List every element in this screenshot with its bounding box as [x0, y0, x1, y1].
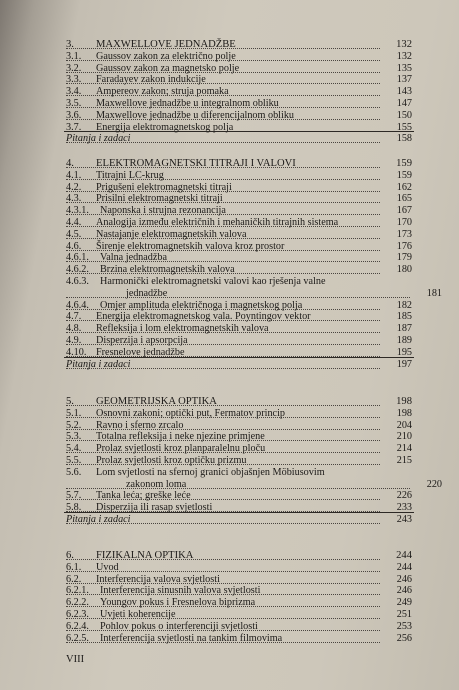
entry-title: Lom svjetlosti na sfernoj granici objašnjen Möbiusovim: [96, 466, 325, 478]
entry-title: Ampereov zakon; struja pomaka: [96, 86, 229, 98]
entry-title: ELEKTROMAGNETSKI TITRAJI I VALOVI: [96, 158, 296, 169]
entry-title: Nastajanje elektromagnetskih valova: [96, 228, 247, 240]
toc-entry: [66, 513, 412, 527]
entry-number: 4.5.: [66, 228, 82, 240]
entry-number: 5.4.: [66, 443, 82, 455]
entry-number: 4.9.: [66, 335, 82, 346]
entry-number: 5.6.: [66, 466, 82, 478]
entry-title: Naponska i strujna rezonancija: [100, 205, 226, 217]
entry-number: 4.6.3.: [66, 276, 89, 287]
entry-title: Prisilni elektromagnetski titraji: [96, 193, 223, 205]
entry-title: Širenje elektromagnetskih valova kroz prostor: [96, 240, 285, 252]
page-number: 214: [396, 443, 412, 455]
entry-number: 5.5.: [66, 455, 82, 466]
entry-title: GEOMETRIJSKA OPTIKA: [96, 396, 217, 407]
entry-title: Fresnelove jednadžbe: [96, 346, 185, 358]
page-number: 198: [396, 396, 412, 407]
entry-title: Gaussov zakon za električno polje: [96, 50, 236, 62]
page-number: 195: [396, 346, 412, 358]
page-number: 210: [396, 431, 412, 443]
entry-title: Youngov pokus i Fresnelova biprizma: [100, 597, 256, 609]
entry-number: 4.6.: [66, 240, 82, 252]
entry-title: Energija elektromagnetskog polja: [96, 121, 234, 133]
page-number: 246: [396, 573, 412, 585]
page-number: 256: [396, 632, 412, 644]
entry-title: Refleksija i lom elektromagnetskih valova: [96, 323, 269, 335]
entry-number: 3.1.: [66, 50, 82, 62]
page-number: 158: [396, 133, 412, 145]
entry-title: Osnovni zakoni; optički put, Fermatov princip: [96, 407, 286, 419]
toc-entry: [66, 132, 412, 146]
page-number: 173: [396, 228, 412, 240]
entry-title: Prigušeni elektromagnetski titraji: [96, 181, 232, 193]
entry-title: Uvod: [96, 561, 119, 573]
page-number: 132: [396, 39, 412, 50]
entry-number: 4.10.: [66, 346, 87, 358]
page-number: 220: [426, 478, 442, 490]
entry-number: 5.: [66, 396, 74, 407]
entry-number: 5.3.: [66, 431, 82, 443]
entry-title: Valna jednadžba: [100, 252, 168, 264]
entry-title: Prolaz svjetlosti kroz planparalelnu ploču: [96, 443, 266, 455]
entry-title: Titrajni LC-krug: [96, 169, 164, 181]
page-number: 176: [396, 240, 412, 252]
entry-number: 6.1.: [66, 561, 82, 573]
page-number: 215: [396, 455, 412, 466]
page-number: 197: [396, 358, 412, 370]
entry-number: 6.2.5.: [66, 632, 89, 644]
page-folio: VIII: [66, 654, 85, 665]
page-number: 181: [426, 287, 442, 299]
page-number: 179: [396, 252, 412, 264]
entry-title: FIZIKALNA OPTIKA: [96, 550, 194, 561]
entry-title: Interferencija sinusnih valova svjetlosti: [100, 585, 261, 597]
entry-title: Pitanja i zadaci: [66, 514, 131, 525]
entry-number: 4.7.: [66, 311, 82, 323]
page-number: 243: [396, 514, 412, 525]
entry-title: Pohlov pokus o interferenciji svjetlosti: [100, 620, 258, 632]
entry-number: 4.6.4.: [66, 299, 89, 311]
entry-number: 6.2.2.: [66, 597, 89, 609]
entry-number: 3.5.: [66, 98, 82, 109]
page-number: 159: [396, 158, 412, 169]
page-number: 137: [396, 74, 412, 86]
entry-title: Pitanja i zadaci: [66, 358, 131, 370]
entry-title: Omjer amplituda električnoga i magnetskog polja: [100, 299, 303, 311]
page-number: 204: [396, 419, 412, 431]
page-number: 253: [396, 620, 412, 632]
entry-title: Interferencija svjetlosti na tankim filmovima: [100, 632, 283, 644]
entry-number: 6.2.3.: [66, 609, 89, 620]
page-number: 165: [396, 193, 412, 205]
entry-title: Maxwellove jednadžbe u diferencijalnom obliku: [96, 109, 295, 121]
page-number: 246: [396, 585, 412, 597]
page-number: 198: [396, 407, 412, 419]
entry-number: 3.7.: [66, 121, 82, 133]
page-number: 143: [396, 86, 412, 98]
section-rule: [64, 357, 414, 358]
page-number: 162: [396, 181, 412, 193]
page-number: 185: [396, 311, 412, 323]
entry-title: Brzina elektromagnetskih valova: [100, 264, 235, 276]
page-number: 182: [396, 299, 412, 311]
entry-number: 4.4.: [66, 217, 82, 228]
entry-number: 6.2.1.: [66, 585, 89, 597]
entry-number: 6.: [66, 550, 74, 561]
page-number: 167: [396, 205, 412, 217]
page-number: 251: [396, 609, 412, 620]
page-number: 170: [396, 217, 412, 228]
entry-title: Analogija između električnih i mehaničkih titrajnih sistema: [96, 217, 339, 228]
entry-number: 3.3.: [66, 74, 82, 86]
page-number: 187: [396, 323, 412, 335]
entry-number: 3.6.: [66, 109, 82, 121]
entry-number: 4.3.1.: [66, 205, 89, 217]
entry-title: Interferencija valova svjetlosti: [96, 573, 220, 585]
entry-number: 5.7.: [66, 490, 82, 502]
page-number: 249: [396, 597, 412, 609]
toc-entry: [66, 358, 412, 372]
entry-title: Energija elektromagnetskog vala. Poyntingov vektor: [96, 311, 311, 323]
entry-title: zakonom loma: [126, 478, 187, 490]
entry-number: 5.8.: [66, 502, 82, 514]
entry-number: 4.8.: [66, 323, 82, 335]
toc-entry: [66, 632, 412, 646]
entry-number: 4.6.2.: [66, 264, 89, 276]
entry-title: Pitanja i zadaci: [66, 133, 131, 145]
section-rule: [64, 131, 414, 132]
page-number: 132: [396, 50, 412, 62]
entry-number: 3.2.: [66, 62, 82, 74]
page-number: 150: [396, 109, 412, 121]
page-number: 155: [396, 121, 412, 133]
page-number: 233: [396, 502, 412, 514]
entry-number: 6.2.: [66, 573, 82, 585]
entry-number: 4.1.: [66, 169, 82, 181]
entry-number: 4.2.: [66, 181, 82, 193]
entry-title: Totalna refleksija i neke njezine primjene: [96, 431, 265, 443]
page-number: 244: [396, 550, 412, 561]
entry-title: Uvjeti koherencije: [100, 609, 176, 620]
entry-title: Gaussov zakon za magnetsko polje: [96, 62, 240, 74]
page-number: 226: [396, 490, 412, 502]
entry-title: jednadžbe: [126, 287, 168, 299]
entry-number: 3.4.: [66, 86, 82, 98]
entry-title: Disperzija ili rasap svjetlosti: [96, 502, 213, 514]
page-number: 180: [396, 264, 412, 276]
page-number: 159: [396, 169, 412, 181]
entry-title: Tanka leća; greške leće: [96, 490, 191, 502]
entry-title: Harmonički elektromagnetski valovi kao rješenja valne: [100, 276, 326, 287]
page-number: 135: [396, 62, 412, 74]
entry-title: Disperzija i apsorpcija: [96, 335, 188, 346]
entry-number: 4.3.: [66, 193, 82, 205]
page-number: 244: [396, 561, 412, 573]
entry-number: 6.2.4.: [66, 620, 89, 632]
entry-number: 4.: [66, 158, 74, 169]
entry-title: Ravno i sferno zrcalo: [96, 419, 184, 431]
entry-number: 5.2.: [66, 419, 82, 431]
entry-title: Maxwellove jednadžbe u integralnom obliku: [96, 98, 279, 109]
entry-title: MAXWELLOVE JEDNADŽBE: [96, 39, 236, 50]
page-number: 147: [396, 98, 412, 109]
section-rule: [64, 512, 414, 513]
entry-title: Prolaz svjetlosti kroz optičku prizmu: [96, 455, 247, 466]
entry-title: Faradayev zakon indukcije: [96, 74, 206, 86]
entry-number: 3.: [66, 39, 74, 50]
entry-number: 4.6.1.: [66, 252, 89, 264]
page-number: 189: [396, 335, 412, 346]
entry-number: 5.1.: [66, 407, 82, 419]
